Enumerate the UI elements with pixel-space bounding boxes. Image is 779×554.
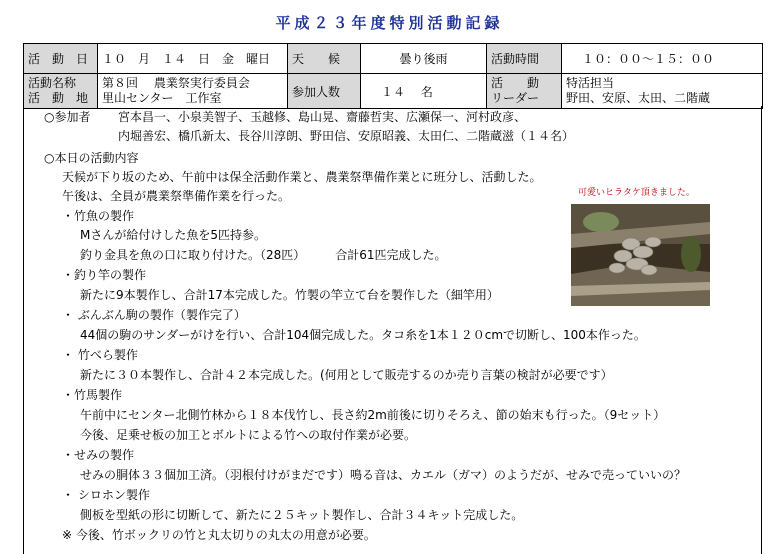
item-title-5: ・せみの製作 <box>62 448 135 462</box>
time-value: １０：００～１５：００ <box>562 44 763 74</box>
note-line: ※ 今後、竹ボックリの竹と丸太切りの丸太の用意が必要。 <box>62 528 376 542</box>
item-2-line-0: 44個の駒のサンダーがけを行い、合計104個完成した。タコ糸を1本１２０cmで切断し、100本作った。 <box>80 328 646 342</box>
record-title: 平成２３年度特別活動記録 <box>275 14 504 32</box>
header-table <box>23 43 763 109</box>
item-0-line-1: 釣り金具を魚の口に取り付けた。（28匹） 合計61匹完成した。 <box>80 248 447 262</box>
leader-label-line1: 活 動 <box>491 76 540 90</box>
item-title-1: ・釣り竿の製作 <box>62 268 147 282</box>
date-value: １０ 月 １４ 日 金 曜日 <box>98 44 288 74</box>
activity-name-line2: 里山センター 工作室 <box>102 91 222 105</box>
participants-heading: ○参加者 <box>44 110 91 124</box>
item-0-line-0: Mさんが給付けした魚を5匹持参。 <box>80 228 266 242</box>
participants-count-label: 参加人数 <box>288 74 361 109</box>
activity-name-line1: 第８回 農業祭実行委員会 <box>102 76 250 90</box>
item-title-0: ・竹魚の製作 <box>62 209 135 223</box>
leader-label <box>487 74 562 109</box>
time-label: 活動時間 <box>487 44 562 74</box>
item-5-line-0: せみの胴体３３個加工済。（羽根付けがまだです）鳴る音は、カエル（ガマ）のようだが、せみで売っていいの？ <box>80 468 687 482</box>
date-label: 活 動 日 <box>24 44 98 74</box>
activity-name-label-line2: 活 動 地 <box>28 91 89 105</box>
leader-label-line2: リーダー <box>491 91 540 105</box>
item-title-3: ・ 竹べら製作 <box>62 348 138 362</box>
leader-line2: 野田、安原、太田、二階蔵 <box>566 91 711 105</box>
content-heading: ○本日の活動内容 <box>44 151 139 165</box>
item-title-4: ・竹馬製作 <box>62 388 123 402</box>
leader-value <box>562 74 763 109</box>
intro-line2: 午後は、全員が農業祭準備作業を行った。 <box>62 189 291 203</box>
leader-line1: 特活担当 <box>566 76 615 90</box>
activity-name-label <box>24 74 98 109</box>
participants-line1: 宮本昌一、小泉美智子、玉越修、島山晃、齋藤哲実、広瀬保一、河村政彦、 <box>118 110 527 124</box>
mushroom-photo <box>571 204 710 306</box>
intro-line1: 天候が下り坂のため、午前中は保全活動作業と、農業祭準備作業とに班分し、活動した。 <box>62 170 542 184</box>
weather-label: 天 候 <box>288 44 361 74</box>
participants-line2: 内堀善宏、橋爪新太、長谷川淳朗、野田信、安原昭義、太田仁、二階蔵滋（１４名） <box>118 129 575 143</box>
item-6-line-0: 側板を型紙の形に切断して、新たに２５キット製作し、合計３４キット完成した。 <box>80 508 524 522</box>
activity-name-value <box>98 74 288 109</box>
item-1-line-0: 新たに9本製作し、合計17本完成した。竹製の竿立て台を製作した（細竿用） <box>80 288 499 302</box>
item-title-6: ・ シロホン製作 <box>62 488 150 502</box>
item-3-line-0: 新たに３０本製作し、合計４２本完成した。(何用として販売するのか売り言葉の検討が必要です） <box>80 368 613 382</box>
weather-value: 曇り後雨 <box>361 44 487 74</box>
mushroom-photo-image <box>571 204 710 306</box>
photo-caption: 可愛いヒラタケ頂きました。 <box>578 188 695 198</box>
item-4-line-0: 午前中にセンター北側竹林から１８本伐竹し、長さ約2m前後に切りそろえ、節の始末も行った。（9セット） <box>80 408 666 422</box>
item-4-line-1: 今後、足乗せ板の加工とボルトによる竹への取付作業が必要。 <box>80 428 417 442</box>
activity-name-label-line1: 活動名称 <box>28 76 77 90</box>
participants-count-value: １４ 名 <box>361 74 487 109</box>
item-title-2: ・ ぶんぶん駒の製作（製作完了） <box>62 308 246 322</box>
